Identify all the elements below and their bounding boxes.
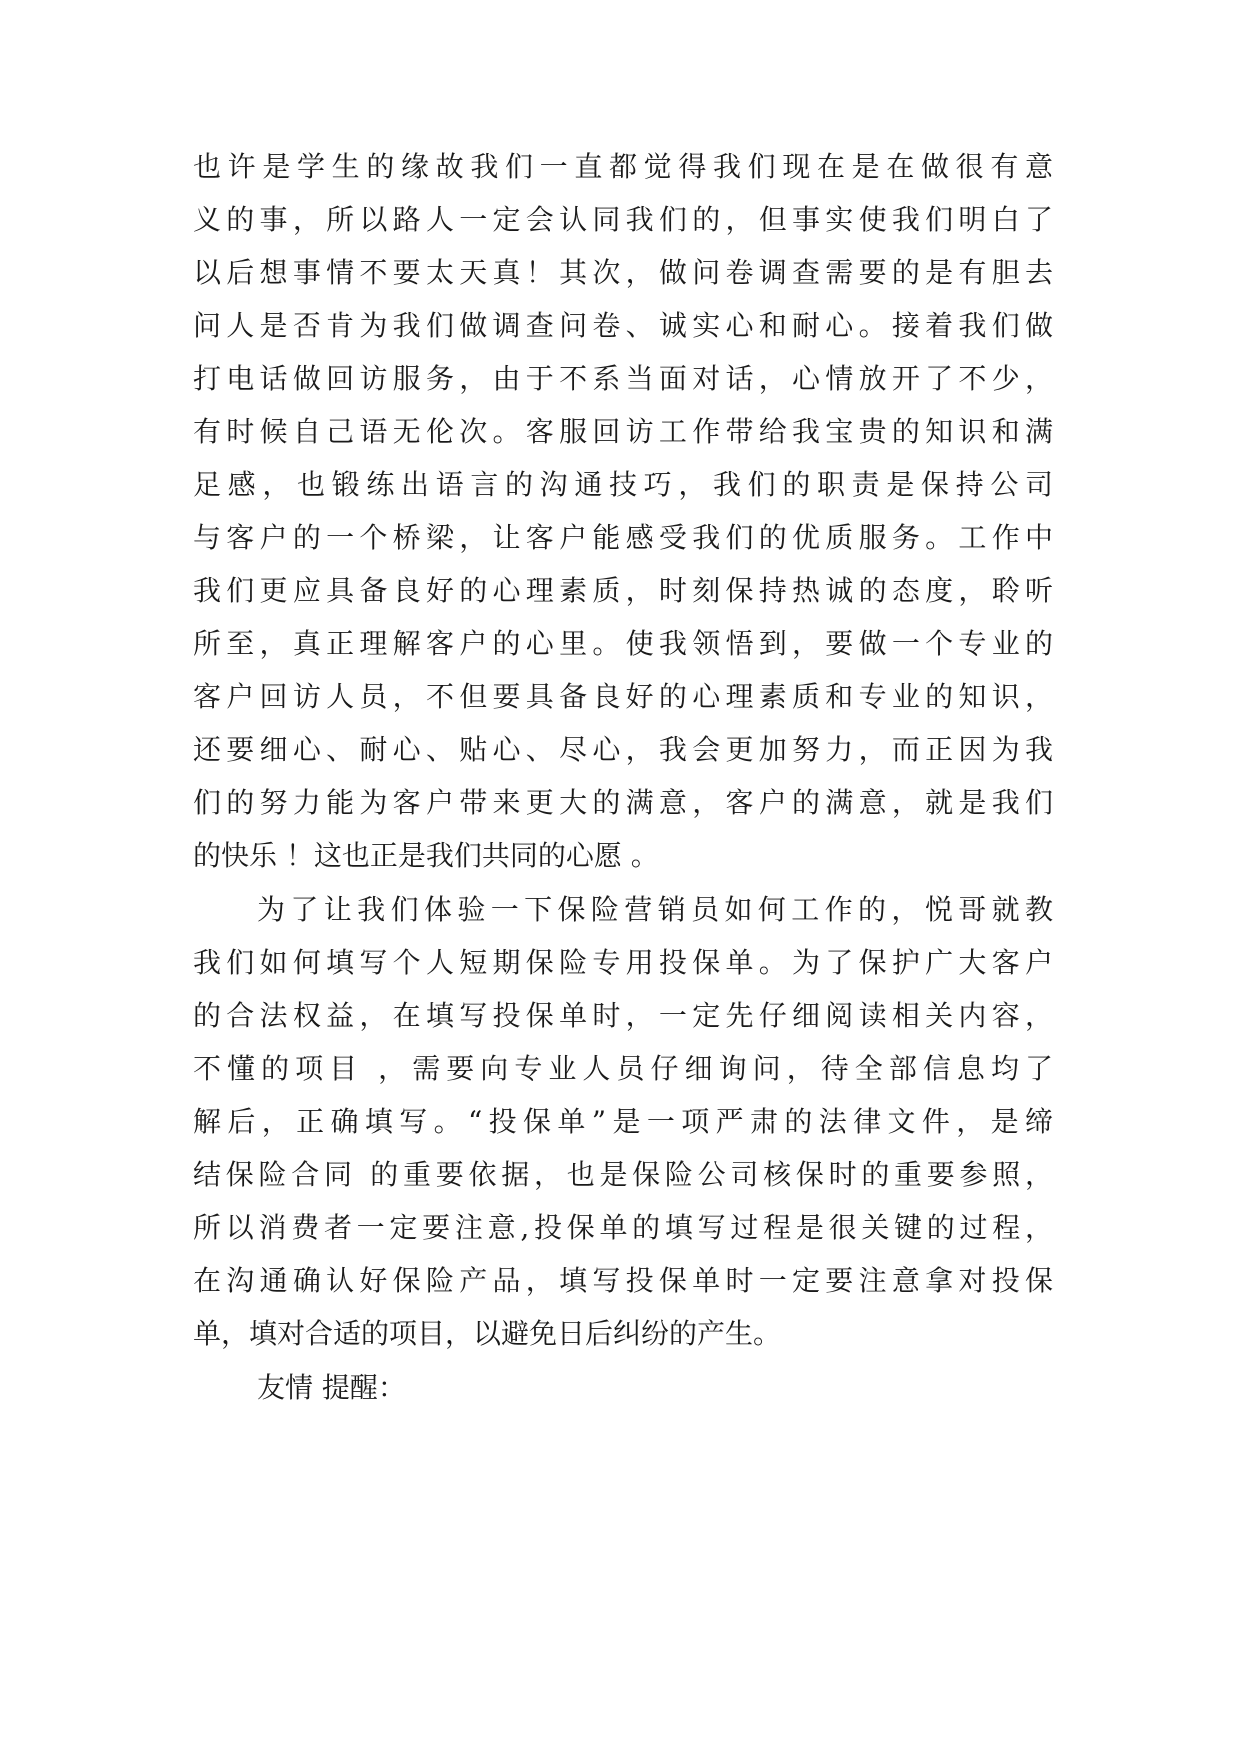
text-line-last: 的快乐 ！这也正是我们共同的心愿 。	[193, 839, 659, 872]
text-line: 有时候自己语无伦次。客服回访工作带给我宝贵的知识和满	[193, 415, 1053, 448]
text-line: 所至，真正理解客户的心里。使我领悟到，要做一个专业的	[193, 627, 1053, 660]
text-line: 我们更应具备良好的心理素质，时刻保持热诚的态度，聆听	[193, 574, 1053, 607]
text-line: 打电话做回访服务，由于不系当面对话，心情放开了不少，	[193, 362, 1053, 395]
text-line: 解后，正确填写。“投保单”是一项严肃的法律文件，是缔	[193, 1105, 1053, 1138]
text-line: 问人是否肯为我们做调查问卷、诚实心和耐心。接着我们做	[193, 309, 1053, 342]
text-line-last: 单，填对合适的项目，以避免日后纠纷的产生。	[193, 1317, 782, 1350]
text-line: 在沟通确认好保险产品，填写投保单时一定要注意拿对投保	[193, 1264, 1053, 1297]
text-line: 还要细心、耐心、贴心、尽心，我会更加努力，而正因为我	[193, 733, 1053, 766]
text-line: 的合法权益，在填写投保单时，一定先仔细阅读相关内容，	[193, 999, 1053, 1032]
text-line-indented: 为了让我们体验一下保险营销员如何工作的，悦哥就教	[257, 893, 1053, 926]
text-line: 我们如何填写个人短期保险专用投保单。为了保护广大客户	[193, 946, 1053, 979]
text-line: 所以消费者一定要注意,投保单的填写过程是很关键的过程，	[193, 1211, 1053, 1244]
text-line: 义的事，所以路人一定会认同我们的，但事实使我们明白了	[193, 203, 1053, 236]
text-line: 们的努力能为客户带来更大的满意，客户的满意，就是我们	[193, 786, 1053, 819]
text-line: 与客户的一个桥梁，让客户能感受我们的优质服务。工作中	[193, 521, 1053, 554]
text-line: 也许是学生的缘故我们一直都觉得我们现在是在做很有意	[193, 150, 1053, 183]
text-line: 以后想事情不要太天真！其次，做问卷调查需要的是有胆去	[193, 256, 1053, 289]
text-line: 足感，也锻练出语言的沟通技巧，我们的职责是保持公司	[193, 468, 1053, 501]
text-line: 结保险合同 的重要依据，也是保险公司核保时的重要参照，	[193, 1158, 1053, 1191]
text-line: 客户回访人员，不但要具备良好的心理素质和专业的知识，	[193, 680, 1053, 713]
text-line-indented: 友情 提醒：	[257, 1371, 406, 1404]
text-line: 不懂的项目 ，需要向专业人员仔细询问，待全部信息均了	[193, 1052, 1053, 1085]
